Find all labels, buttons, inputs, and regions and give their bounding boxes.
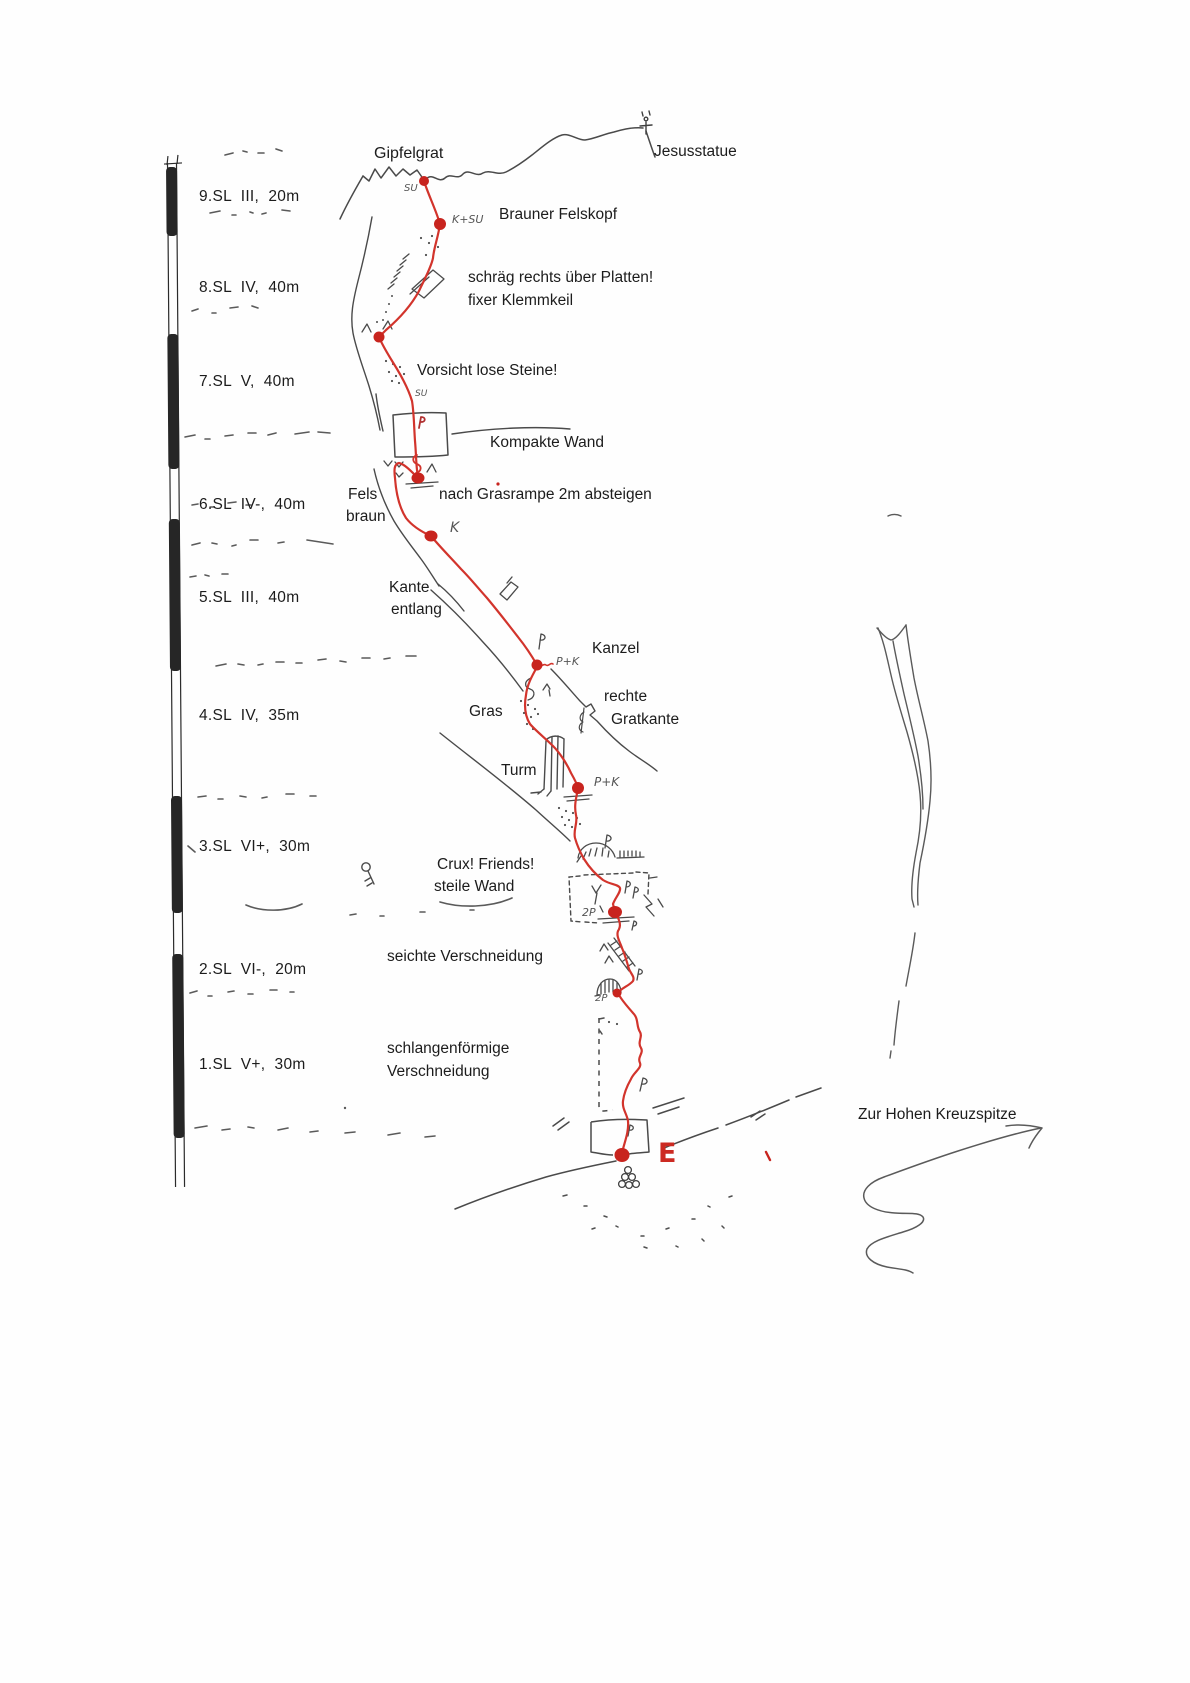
belay-dots bbox=[374, 176, 630, 1162]
route-line bbox=[379, 181, 642, 1155]
label-kanzel: Kanzel bbox=[592, 640, 640, 657]
mark-su-summit: SU bbox=[404, 183, 418, 194]
label-jesusstatue: Jesusstatue bbox=[654, 143, 737, 160]
belay-6 bbox=[412, 473, 425, 484]
belay-4 bbox=[532, 660, 543, 671]
piton-flag-red bbox=[419, 417, 425, 428]
belay-7 bbox=[374, 332, 385, 343]
pitch-label-3: 3.SL VI+, 30m bbox=[199, 838, 311, 855]
label-entlang: entlang bbox=[391, 601, 442, 618]
mark-einstieg: E bbox=[658, 1138, 678, 1169]
label-gratkante: Gratkante bbox=[611, 711, 680, 728]
pitch-label-5: 5.SL III, 40m bbox=[199, 589, 300, 606]
block-symbol-pitch5 bbox=[500, 577, 518, 600]
pitch-label-7: 7.SL V, 40m bbox=[199, 373, 295, 390]
ground-lines bbox=[455, 1088, 821, 1209]
belay-1 bbox=[613, 989, 622, 998]
belay-summit bbox=[419, 176, 429, 186]
mark-pk-kanzel: P+K bbox=[556, 655, 580, 668]
mark-k-mid: K bbox=[450, 520, 460, 536]
pitch-separator-marks bbox=[185, 149, 515, 1137]
mark-su-mid: SU bbox=[415, 389, 428, 399]
label-verschneidung: Verschneidung bbox=[387, 1063, 490, 1080]
mark-pk-turm: P+K bbox=[594, 775, 620, 789]
label-schlangenfoermige: schlangenförmige bbox=[387, 1040, 510, 1057]
mark-2p-stand3: 2P bbox=[582, 906, 596, 919]
label-gipfelgrat: Gipfelgrat bbox=[374, 145, 444, 162]
label-steile-wand: steile Wand bbox=[434, 878, 515, 895]
mark-k-su: K+SU bbox=[452, 213, 484, 226]
label-crux: Crux! Friends! bbox=[437, 856, 535, 873]
label-seichte-verschneidung: seichte Verschneidung bbox=[387, 948, 543, 965]
stand-box-dashed bbox=[569, 872, 649, 923]
label-gras: Gras bbox=[469, 703, 503, 720]
pitch-label-2: 2.SL VI-, 20m bbox=[199, 961, 307, 978]
approach-path bbox=[864, 1125, 1042, 1273]
label-fels: Fels bbox=[348, 486, 378, 503]
label-lose-steine: Vorsicht lose Steine! bbox=[417, 362, 558, 379]
label-brauner-felskopf: Brauner Felskopf bbox=[499, 206, 618, 223]
piton-flag bbox=[539, 634, 545, 649]
belay-3 bbox=[572, 782, 584, 794]
scale-bar bbox=[164, 155, 190, 1187]
label-kante: Kante bbox=[389, 579, 430, 596]
einstieg-dot bbox=[615, 1148, 630, 1162]
jesus-statue-icon bbox=[640, 111, 652, 134]
label-rechte: rechte bbox=[604, 688, 648, 705]
label-platten: schräg rechts über Platten! bbox=[468, 269, 654, 286]
descent-gully bbox=[877, 515, 931, 1059]
belay-2 bbox=[608, 906, 622, 918]
pitch-label-6: 6.SL IV-, 40m bbox=[199, 496, 306, 513]
belay-5 bbox=[425, 531, 438, 542]
pitch-label-8: 8.SL IV, 40m bbox=[199, 279, 300, 296]
mark-2p-stand2: 2P bbox=[595, 993, 608, 1004]
key-icon bbox=[362, 863, 374, 886]
label-kompakte-wand: Kompakte Wand bbox=[490, 434, 605, 451]
label-klemmkeil: fixer Klemmkeil bbox=[468, 292, 574, 309]
pitch-label-4: 4.SL IV, 35m bbox=[199, 707, 300, 724]
red-tick-ground bbox=[766, 1152, 770, 1160]
label-turm: Turm bbox=[501, 762, 537, 779]
cairn-icon bbox=[619, 1167, 640, 1189]
label-kreuzspitze: Zur Hohen Kreuzspitze bbox=[858, 1106, 1017, 1123]
pitch-label-9: 9.SL III, 20m bbox=[199, 188, 300, 205]
label-grasrampe: nach Grasrampe 2m absteigen bbox=[439, 486, 652, 503]
label-braun: braun bbox=[346, 508, 386, 525]
pitch-label-1: 1.SL V+, 30m bbox=[199, 1056, 306, 1073]
belay-8 bbox=[434, 218, 446, 230]
rock-outlines bbox=[352, 217, 657, 841]
